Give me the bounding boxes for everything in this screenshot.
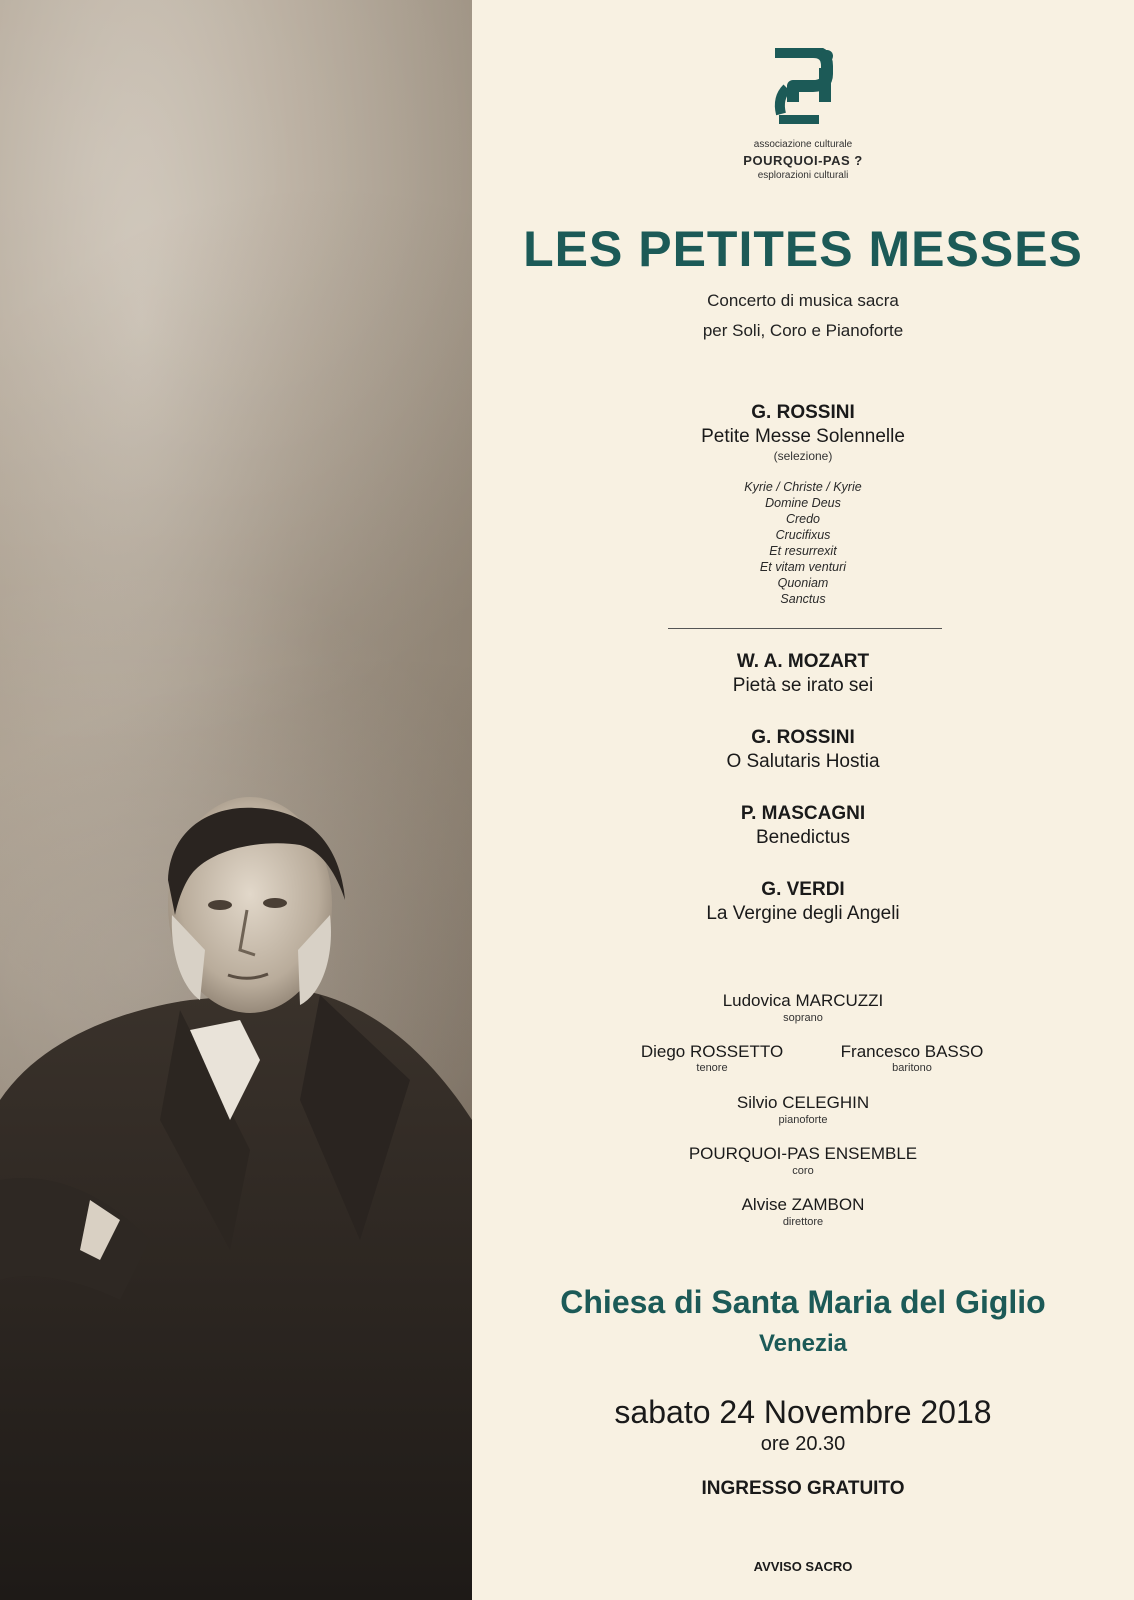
- org-name: POURQUOI-PAS ?: [743, 153, 863, 168]
- movement: Et vitam venturi: [759, 560, 847, 574]
- work-mascagni: Benedictus: [755, 827, 850, 848]
- performer-soprano-name: Ludovica MARCUZZI: [722, 991, 884, 1010]
- portrait-photo: [0, 0, 472, 1600]
- performer-tenor: [612, 1042, 812, 1074]
- subtitle-line-1: Concerto di musica sacra: [707, 291, 899, 310]
- work-mozart: Pietà se irato sei: [732, 675, 874, 696]
- main-work-note: (selezione): [773, 449, 833, 463]
- performer-baritone-role: baritono: [892, 1062, 932, 1074]
- event-date: sabato 24 Novembre 2018: [614, 1394, 992, 1430]
- movement: Sanctus: [780, 592, 826, 606]
- performer-choir-name: POURQUOI-PAS ENSEMBLE: [688, 1144, 918, 1163]
- work-verdi: La Vergine degli Angeli: [706, 903, 900, 924]
- movement: Crucifixus: [775, 528, 831, 542]
- movement: Quoniam: [777, 576, 829, 590]
- event-time: ore 20.30: [760, 1433, 846, 1455]
- movement: Et resurrexit: [769, 544, 837, 558]
- org-tagline-bottom: esplorazioni culturali: [757, 170, 849, 181]
- venue-name: Chiesa di Santa Maria del Giglio: [560, 1284, 1046, 1320]
- composer-mozart: W. A. MOZART: [736, 651, 870, 672]
- portrait-panel: [0, 0, 472, 1600]
- main-composer: G. ROSSINI: [751, 402, 855, 423]
- composer-rossini: G. ROSSINI: [751, 727, 855, 748]
- poster-title: LES PETITES MESSES: [523, 221, 1083, 277]
- composer-mascagni: P. MASCAGNI: [740, 803, 866, 824]
- venue-city: Venezia: [758, 1330, 848, 1357]
- org-tagline-top: associazione culturale: [753, 139, 853, 150]
- admission: INGRESSO GRATUITO: [701, 1478, 905, 1499]
- composer-verdi: G. VERDI: [761, 879, 845, 900]
- movement: Domine Deus: [765, 496, 841, 510]
- work-rossini: O Salutaris Hostia: [726, 751, 880, 772]
- performer-choir-role: coro: [792, 1165, 814, 1177]
- performer-director-name: Alvise ZAMBON: [741, 1195, 865, 1214]
- subtitle-line-2: per Soli, Coro e Pianoforte: [702, 321, 904, 340]
- movement-list: [472, 479, 1134, 607]
- performer-tenor-role: tenore: [696, 1062, 728, 1074]
- performer-soprano-role: soprano: [783, 1012, 823, 1024]
- main-work-title: Petite Messe Solennelle: [701, 426, 905, 447]
- notice: AVVISO SACRO: [753, 1559, 853, 1574]
- pourquoi-pas-logo: [769, 48, 835, 124]
- performer-piano-name: Silvio CELEGHIN: [736, 1093, 870, 1112]
- performer-piano-role: pianoforte: [778, 1114, 828, 1126]
- performer-baritone: [802, 1042, 1022, 1074]
- movement: Credo: [785, 512, 821, 526]
- performer-director-role: direttore: [782, 1216, 824, 1228]
- movement: Kyrie / Christe / Kyrie: [744, 480, 862, 494]
- performer-baritone-name: Francesco BASSO: [840, 1042, 984, 1061]
- section-divider: [668, 628, 942, 629]
- text-panel: [472, 0, 1134, 1600]
- performer-tenor-name: Diego ROSSETTO: [640, 1042, 784, 1061]
